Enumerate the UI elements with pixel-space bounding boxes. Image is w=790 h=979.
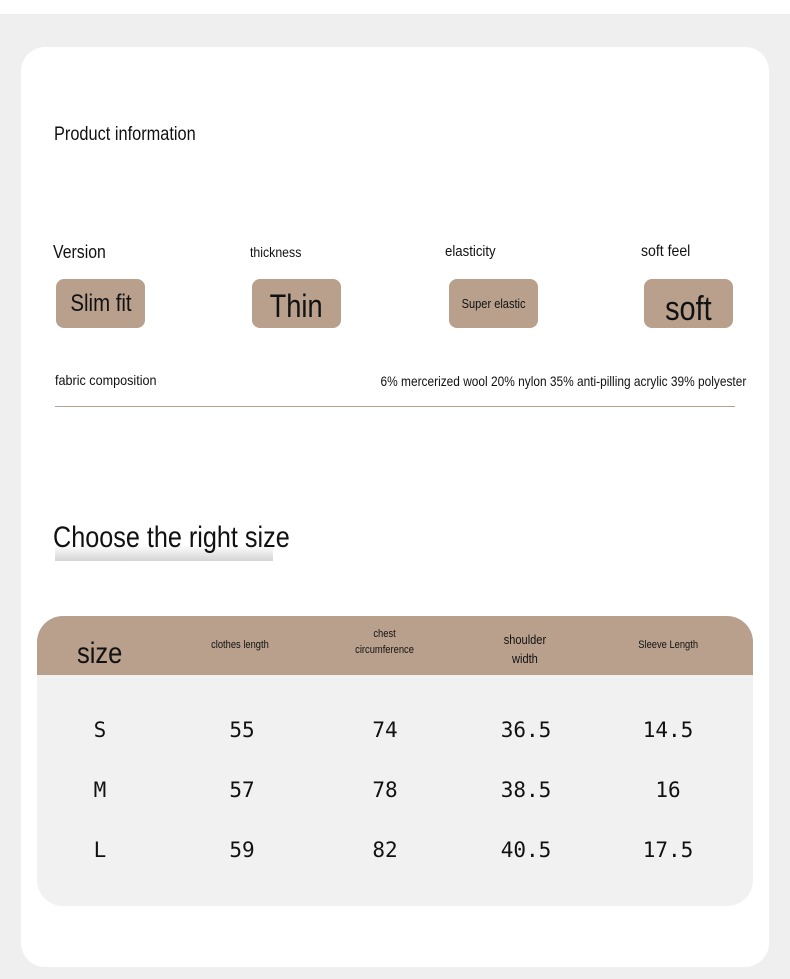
attr-value-soft-feel [644, 279, 733, 328]
header-shoulder [487, 620, 563, 679]
attr-label-thickness: thickness [250, 244, 302, 260]
size-table-header [37, 616, 753, 675]
size-section-title: Choose the right size [53, 521, 290, 554]
attr-value-elasticity-text: Super elastic [461, 296, 526, 311]
cell-chest: 74 [372, 718, 398, 742]
cell-sleeve: 14.5 [642, 718, 694, 742]
header-clothes-length-text: clothes length [211, 638, 269, 651]
fabric-divider [55, 406, 735, 407]
attr-label-version: Version [53, 242, 106, 262]
attr-value-elasticity [449, 279, 538, 328]
cell-shoulder: 40.5 [500, 838, 552, 862]
cell-clothes-length: 57 [229, 778, 255, 802]
cell-clothes-length: 55 [229, 718, 255, 742]
header-sleeve-text: Sleeve Length [638, 638, 698, 651]
cell-shoulder: 38.5 [500, 778, 552, 802]
attr-value-thickness [252, 279, 341, 328]
header-clothes-length [180, 616, 300, 675]
cell-chest: 82 [372, 838, 398, 862]
attr-value-version [56, 279, 145, 328]
size-table [37, 616, 753, 906]
attr-label-soft-feel: soft feel [641, 243, 691, 260]
fabric-value: 6% mercerized wool 20% nylon 35% anti-pilling acrylic 39% polyester [380, 373, 746, 389]
header-size-text: size [77, 636, 123, 670]
header-sleeve [607, 616, 729, 675]
cell-sleeve: 16 [655, 778, 681, 802]
header-chest-text: chest circumference [355, 627, 414, 656]
header-chest [337, 616, 432, 672]
attr-value-version-text: Slim fit [69, 289, 132, 317]
attr-label-elasticity: elasticity [445, 243, 496, 260]
cell-shoulder: 36.5 [500, 718, 552, 742]
cell-chest: 78 [372, 778, 398, 802]
cell-size: S [93, 718, 107, 742]
attr-value-thickness-text: Thin [270, 288, 323, 324]
product-info-title: Product information [54, 124, 196, 145]
cell-size: L [93, 838, 107, 862]
header-shoulder-text: shoulder width [503, 631, 547, 666]
fabric-label: fabric composition [55, 372, 157, 388]
top-strip [0, 0, 790, 14]
cell-sleeve: 17.5 [642, 838, 694, 862]
header-size [40, 624, 160, 683]
cell-clothes-length: 59 [229, 838, 255, 862]
attr-value-soft-feel-text: soft [665, 290, 712, 328]
cell-size: M [93, 778, 107, 802]
